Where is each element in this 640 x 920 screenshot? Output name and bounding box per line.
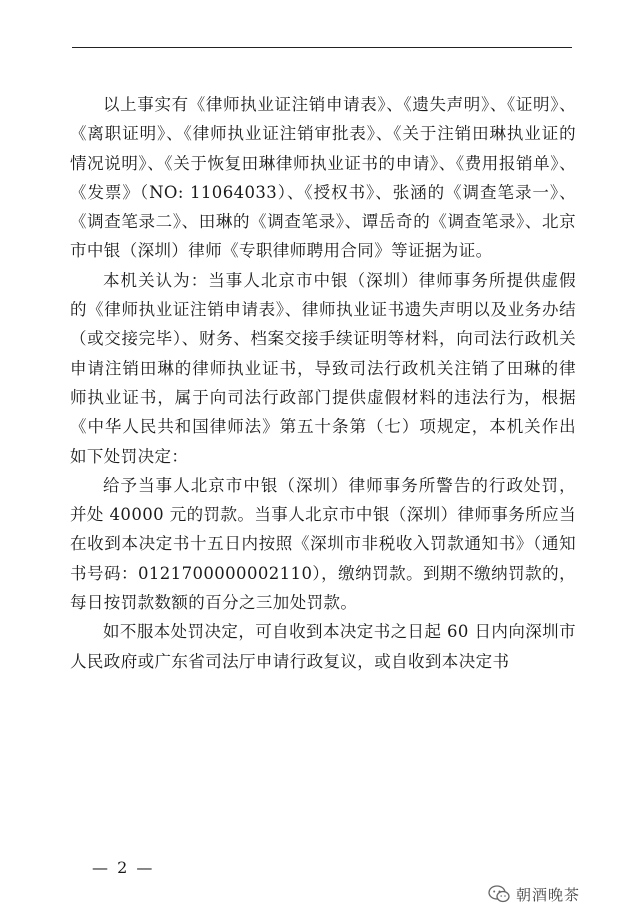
paragraph-appeal: 如不服本处罚决定，可自收到本决定书之日起 60 日内向深圳市人民政府或广东省司法厅申请行政复议，或自收到本决定书 [70, 622, 576, 671]
paragraph-penalty: 给予当事人北京市中银（深圳）律师事务所警告的行政处罚，并处 40000 元的罚款。当事人北京市中银（深圳）律师事务所应当在收到本决定书十五日内按照《深圳市非税收入罚款通知书》（通知书号码：0121700000002110），缴纳罚款。到期不缴纳罚款的，每日按罚款数额的百分之三加处罚款。 [70, 475, 576, 613]
header-rule [72, 47, 572, 48]
watermark-text: 朝酒晚茶 [516, 885, 581, 904]
page-number: — 2 — [92, 858, 155, 877]
paragraph-finding: 本机关认为：当事人北京市中银（深圳）律师事务所提供虚假的《律师执业证注销申请表》、律师执业证书遗失声明以及业务办结（或交接完毕）、财务、档案交接手续证明等材料，向司法行政机关申请注销田琳的律师执业证书，导致司法行政机关注销了田琳的律师执业证书，属于向司法行政部门提供虚假材料的违法行为，根据《中华人民共和国律师法》第五十条第（七）项规定，本机关作出如下处罚决定： [70, 270, 576, 466]
watermark [488, 880, 580, 908]
document-body [70, 90, 576, 676]
wechat-icon [488, 885, 510, 903]
paragraph-evidence: 以上事实有《律师执业证注销申请表》、《遗失声明》、《证明》、《离职证明》、《律师执业证注销审批表》、《关于注销田琳执业证的情况说明》、《关于恢复田琳律师执业证书的申请》、《费用报销单》、《发票》（NO: 11064033）、《授权书》、张涵的《调查笔录一》、《调查笔录二》、田琳的《调查笔录》、谭岳奇的《调查笔录》、北京市中银（深圳）律师《专职律师聘用合同》等证据为证。 [70, 95, 576, 261]
